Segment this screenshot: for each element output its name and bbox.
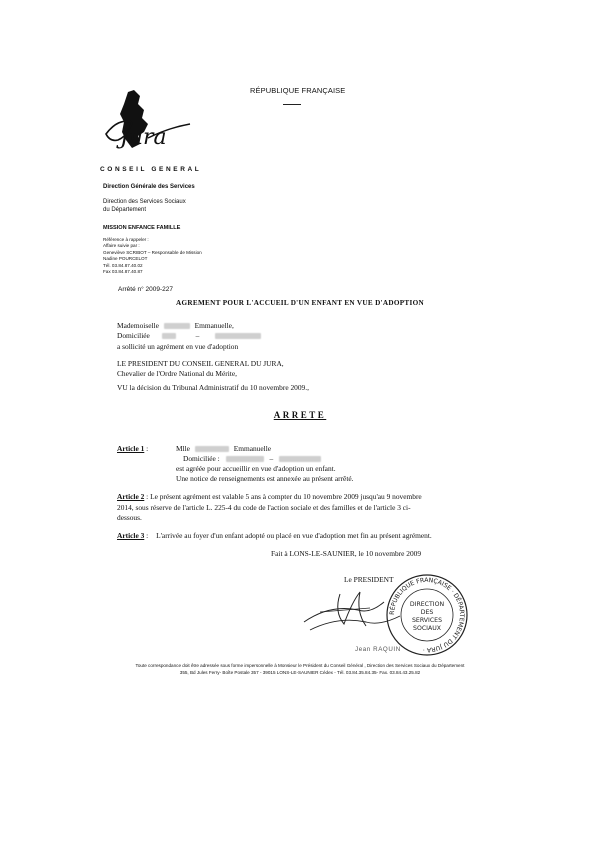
direction-services-sociaux: Direction des Services Sociaux (103, 199, 186, 205)
ref-line: Nadine POURCELOT (103, 256, 148, 262)
seal-center-line: DIRECTION (409, 601, 445, 608)
article-3-label: Article 3 (117, 531, 145, 540)
signatory-name: Jean RAQUIN (355, 646, 401, 653)
redacted-address (226, 456, 264, 462)
article-1-label: Article 1 (117, 444, 145, 453)
redacted-city (279, 456, 321, 462)
chevalier-line: Chevalier de l'Ordre National du Mérite, (117, 369, 237, 378)
domiciliee-line: Domiciliée – (117, 331, 261, 340)
article-1-text: est agréée pour accueillir en vue d'adoption un enfant. (176, 464, 336, 473)
sollicite-line: a sollicité un agrément en vue d'adoption (117, 342, 239, 351)
seal-center-line: SOCIAUX (413, 625, 441, 632)
seal-ring-text: RÉPUBLIQUE FRANÇAISE · DÉPARTEMENT DU JURA · (388, 576, 466, 654)
ref-line: Fax 03.84.87.40.87 (103, 269, 143, 275)
article-2-label: Article 2 (117, 492, 145, 501)
redacted-address (162, 333, 176, 339)
arrete-heading: ARRETE (273, 410, 327, 420)
president-line: LE PRESIDENT DU CONSEIL GENERAL DU JURA, (117, 359, 284, 368)
republique-francaise: RÉPUBLIQUE FRANÇAISE (250, 86, 346, 95)
vu-line: VU la décision du Tribunal Administratif du 10 novembre 2009., (117, 383, 309, 392)
arrete-number: Arrêté n° 2009-227 (118, 286, 173, 293)
du-departement: du Département (103, 207, 147, 213)
conseil-general-label: CONSEIL GENERAL (100, 166, 202, 173)
ref-line: Affaire suivie par : (103, 243, 140, 249)
jura-logo-icon (98, 88, 194, 168)
article-1-name-line: Mlle Emmanuelle (176, 444, 272, 453)
article-1-notice: Une notice de renseignements est annexée au présent arrêté. (176, 474, 354, 483)
redacted-city (215, 333, 261, 339)
svg-text:Jura: Jura (120, 125, 167, 150)
redacted-name (164, 323, 190, 329)
footer-line-1: Toute correspondance doit être adressée sous forme impersonnelle à Monsieur le Président du Conseil Général , Direction des Services Sociaux du Département (135, 663, 465, 668)
direction-generale: Direction Générale des Services (103, 184, 195, 190)
seal-center-line: SERVICES (411, 617, 443, 624)
document-title: AGREMENT POUR L'ACCUEIL D'UN ENFANT EN VUE D'ADOPTION (176, 299, 424, 307)
ref-line: Tél. 03.84.87.40.02 (103, 262, 143, 268)
seal-center-line: DES (420, 609, 434, 616)
article-1: Article 1 : (117, 444, 149, 453)
mademoiselle-line: Mademoiselle Emmanuelle, (117, 321, 234, 330)
ref-line: Référence à rappeler : (103, 237, 149, 242)
mission-enfance-famille: MISSION ENFANCE FAMILLE (103, 225, 181, 231)
article-1-address-line: Domiciliée : – (183, 454, 321, 463)
redacted-name (195, 446, 229, 452)
header-divider (283, 104, 301, 105)
fait-a: Fait à LONS-LE-SAUNIER, le 10 novembre 2009 (271, 549, 422, 558)
article-3: Article 3 : L'arrivée au foyer d'un enfant adopté ou placé en vue d'adoption met fin au présent agrément. (117, 531, 432, 540)
article-2: Article 2 : Le présent agrément est valable 5 ans à compter du 10 novembre 2009 jusqu'au 9 novembre 2014, sous réserve de l'article L. 225-4 du code de l'action sociale et des familles et de l'article 3 ci- dessous. (117, 492, 422, 522)
footer-line-2: 355, Bd Jules Ferry- Boîte Postale 357 - 39015 LONS-LE-SAUNIER Cédex - Tél. 03.84.35.84.35- Fax. 03.84.43.25.82 (179, 670, 421, 675)
ref-line: Geneviève SCRIBOT – Responsable de Mission (103, 249, 202, 255)
le-president: Le PRESIDENT (344, 575, 394, 584)
reference-block (103, 237, 202, 275)
